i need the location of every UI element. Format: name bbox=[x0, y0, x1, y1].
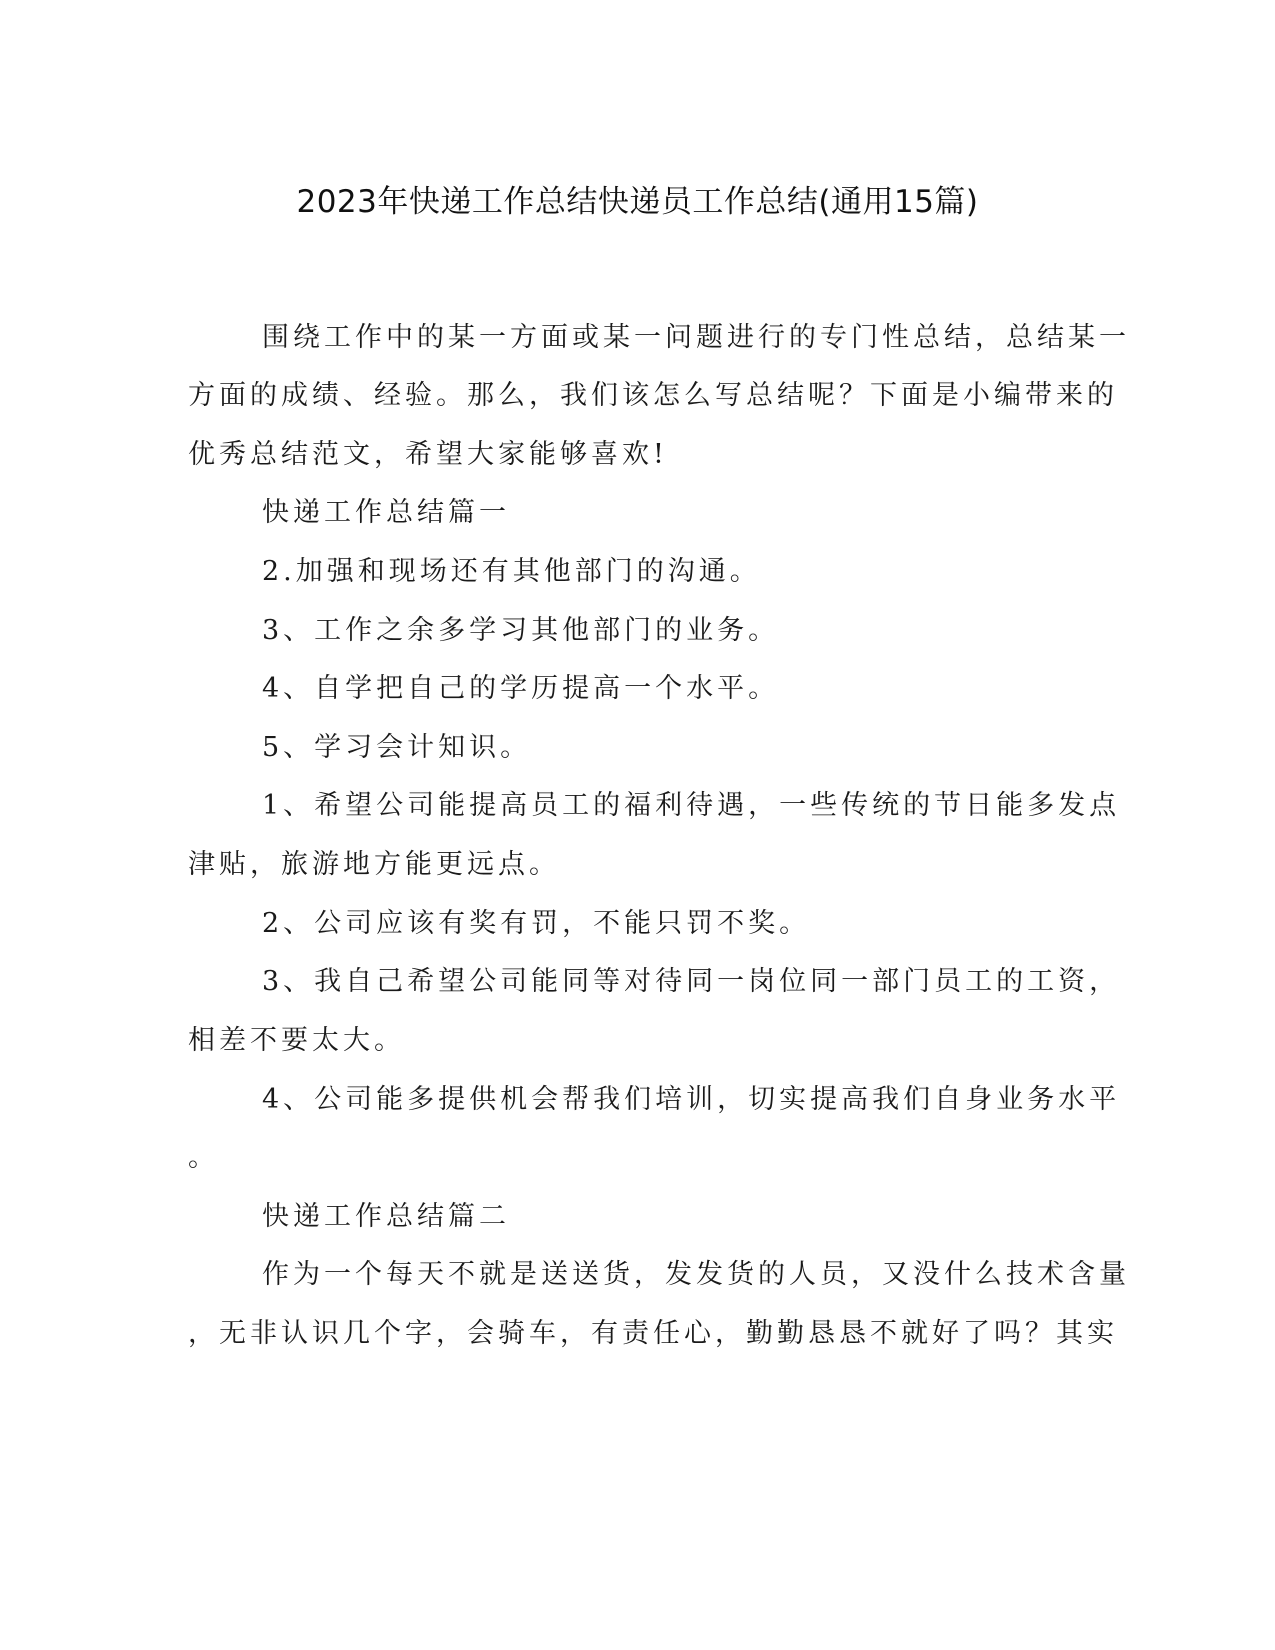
paragraph-line: 优秀总结范文，希望大家能够喜欢! bbox=[188, 439, 668, 470]
paragraph-line: 作为一个每天不就是送送货，发发货的人员，又没什么技术含量 bbox=[262, 1259, 1130, 1290]
paragraph-line: 。 bbox=[188, 1142, 219, 1173]
section-heading: 快递工作总结篇二 bbox=[262, 1201, 510, 1232]
paragraph-line: 相差不要太大。 bbox=[188, 1025, 405, 1056]
paragraph-line: 1、希望公司能提高员工的福利待遇，一些传统的节日能多发点 bbox=[262, 790, 1121, 821]
paragraph-line: 2、公司应该有奖有罚，不能只罚不奖。 bbox=[262, 908, 811, 939]
section-heading: 快递工作总结篇一 bbox=[262, 497, 510, 528]
paragraph-line: 津贴，旅游地方能更远点。 bbox=[188, 849, 560, 880]
paragraph-line: 4、自学把自己的学历提高一个水平。 bbox=[262, 673, 780, 704]
paragraph-line: ，无非认识几个字，会骑车，有责任心，勤勤恳恳不就好了吗？其实 bbox=[188, 1318, 1118, 1349]
document-title: 2023年快递工作总结快递员工作总结(通用15篇) bbox=[296, 184, 979, 220]
paragraph-line: 3、工作之余多学习其他部门的业务。 bbox=[262, 615, 780, 646]
paragraph-line: 2.加强和现场还有其他部门的沟通。 bbox=[262, 556, 761, 587]
paragraph-line: 方面的成绩、经验。那么，我们该怎么写总结呢？下面是小编带来的 bbox=[188, 380, 1118, 411]
paragraph-line: 3、我自己希望公司能同等对待同一岗位同一部门员工的工资， bbox=[262, 966, 1121, 997]
paragraph-line: 5、学习会计知识。 bbox=[262, 732, 532, 763]
paragraph-line: 4、公司能多提供机会帮我们培训，切实提高我们自身业务水平 bbox=[262, 1084, 1121, 1115]
paragraph-line: 围绕工作中的某一方面或某一问题进行的专门性总结，总结某一 bbox=[262, 322, 1130, 353]
